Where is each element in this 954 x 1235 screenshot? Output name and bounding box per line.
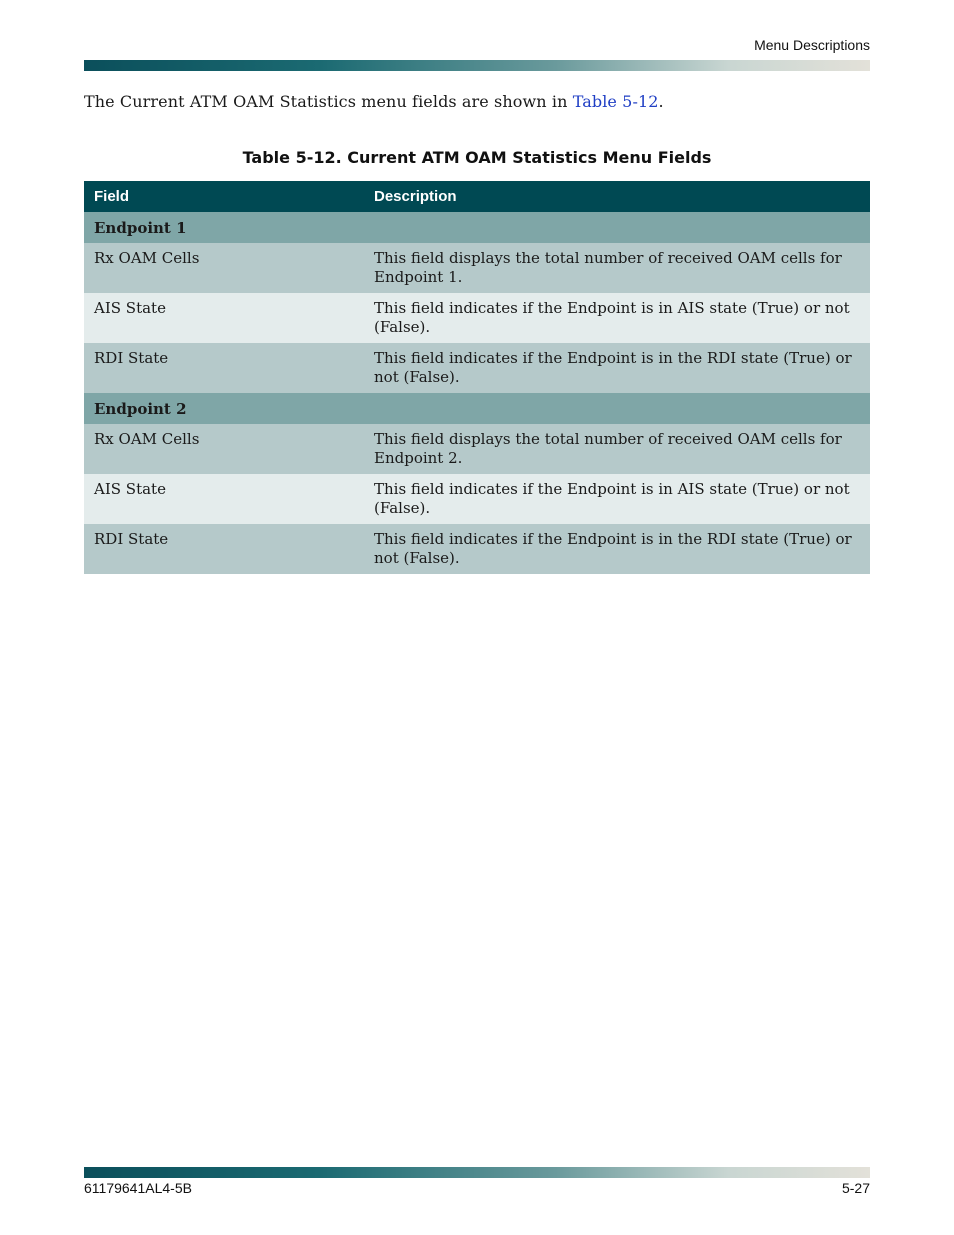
header-rule: [84, 60, 870, 71]
description-cell: This field indicates if the Endpoint is in the RDI state (True) or not (False).: [374, 349, 852, 386]
table-row: [84, 343, 870, 393]
table-row: [84, 424, 870, 474]
table-row: [84, 524, 870, 574]
intro-text-end: .: [658, 92, 664, 111]
field-cell: RDI State: [94, 530, 169, 548]
table-row: [84, 474, 870, 524]
running-header: Menu Descriptions: [754, 37, 870, 53]
column-header-description: Description: [374, 188, 457, 205]
description-cell: This field indicates if the Endpoint is in AIS state (True) or not (False).: [374, 480, 850, 517]
section-row-endpoint-2: Endpoint 2: [84, 393, 870, 424]
table-reference-link[interactable]: Table 5-12: [572, 92, 659, 111]
table-row: [84, 293, 870, 343]
description-cell: This field displays the total number of received OAM cells for Endpoint 1.: [374, 249, 842, 286]
field-cell: AIS State: [94, 299, 166, 317]
field-cell: AIS State: [94, 480, 166, 498]
table-row: [84, 243, 870, 293]
table-caption: Table 5-12. Current ATM OAM Statistics Menu Fields: [242, 148, 712, 167]
field-cell: Rx OAM Cells: [94, 430, 200, 448]
description-cell: This field indicates if the Endpoint is in the RDI state (True) or not (False).: [374, 530, 852, 567]
page-number: 5-27: [841, 1180, 870, 1196]
field-cell: Rx OAM Cells: [94, 249, 200, 267]
description-cell: This field indicates if the Endpoint is in AIS state (True) or not (False).: [374, 299, 850, 336]
footer-rule: [84, 1167, 870, 1178]
intro-paragraph: [84, 92, 664, 111]
description-cell: This field displays the total number of received OAM cells for Endpoint 2.: [374, 430, 842, 467]
table-header-row: [84, 181, 870, 212]
section-row-endpoint-1: Endpoint 1: [84, 212, 870, 243]
document-number: 61179641AL4-5B: [84, 1180, 192, 1196]
column-header-field: Field: [94, 188, 130, 205]
fields-table: [84, 181, 870, 574]
intro-text: The Current ATM OAM Statistics menu fields are shown in: [84, 92, 573, 111]
field-cell: RDI State: [94, 349, 169, 367]
